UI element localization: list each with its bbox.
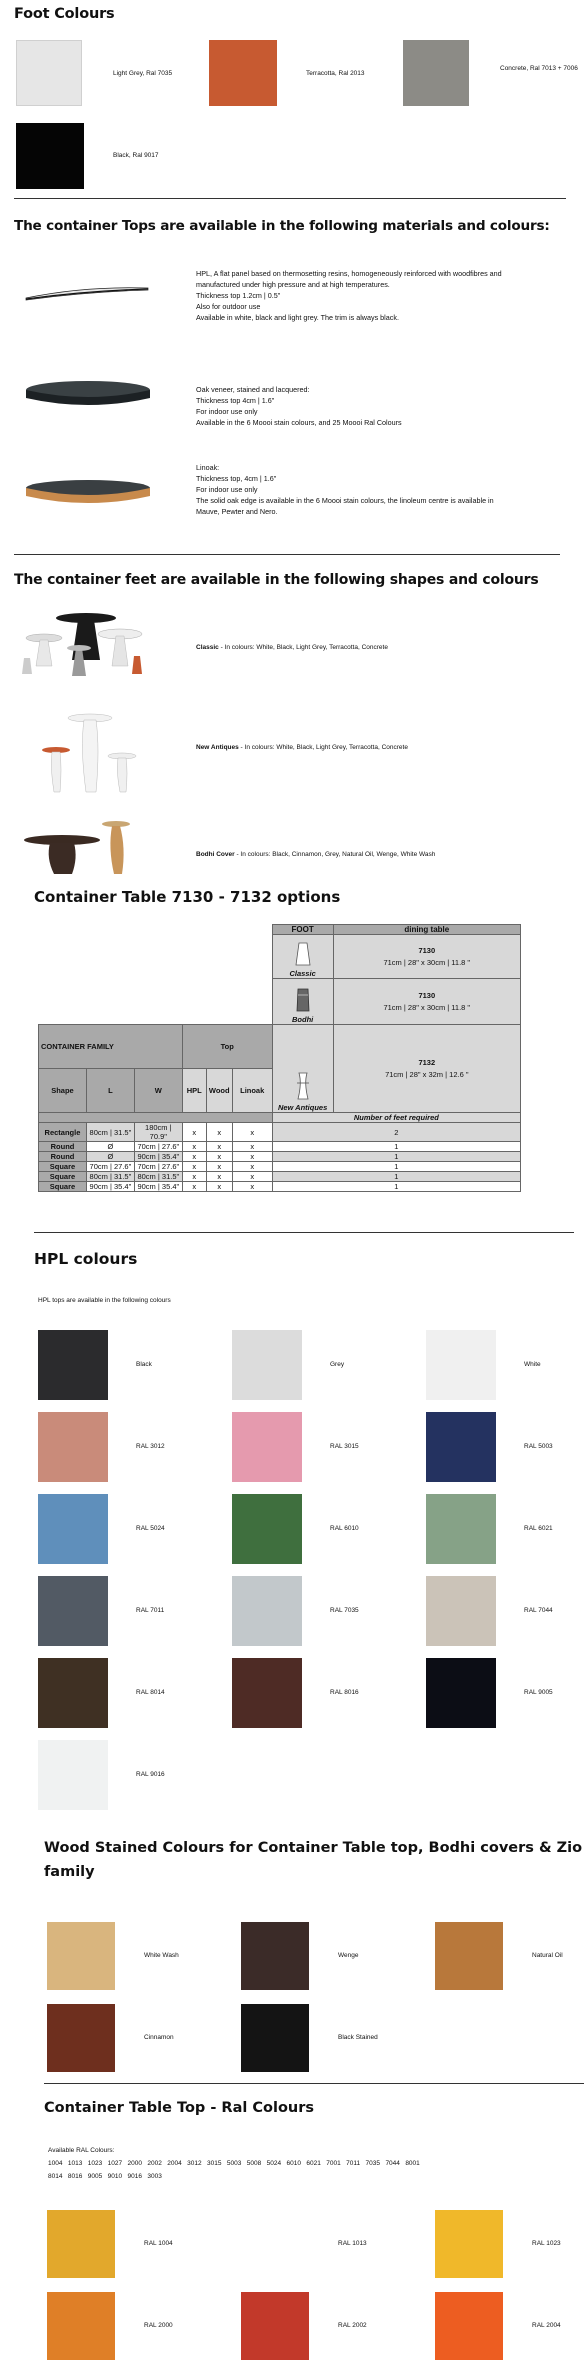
colour-swatch xyxy=(47,2004,115,2072)
colour-label: Wenge xyxy=(338,1952,359,1959)
colour-swatch xyxy=(241,2004,309,2072)
colour-label: Black Stained xyxy=(338,2034,378,2041)
col-feet: Number of feet required xyxy=(272,1113,520,1123)
colour-label: RAL 1023 xyxy=(532,2240,561,2247)
new-antiques-image xyxy=(40,708,140,796)
swatch-terracotta xyxy=(209,40,277,106)
options-title: Container Table 7130 - 7132 options xyxy=(34,888,341,906)
colour-label: RAL 5024 xyxy=(136,1525,165,1532)
oak-description: Oak veneer, stained and lacquered: Thickness top 4cm | 1.6" For indoor use only Available in the 6 Moooi stain colours, and 25 Moooi Ral Colours xyxy=(196,385,402,427)
colour-label: RAL 7044 xyxy=(524,1607,553,1614)
dining-7130a: 7130 71cm | 28" x 30cm | 11.8 " xyxy=(333,935,520,979)
col-wood: Wood xyxy=(206,1069,232,1113)
antiques-foot-icon xyxy=(292,1071,314,1101)
colour-label: RAL 5003 xyxy=(524,1443,553,1450)
top-header: Top xyxy=(182,1025,272,1069)
table-row: Round Ø 90cm | 35.4" x x x 1 xyxy=(39,1152,521,1162)
colour-swatch xyxy=(426,1576,496,1646)
colour-swatch xyxy=(232,1576,302,1646)
colour-swatch xyxy=(47,2292,115,2360)
colour-swatch xyxy=(38,1740,108,1810)
col-shape: Shape xyxy=(39,1069,87,1113)
colour-label: White Wash xyxy=(144,1952,179,1959)
ral-list-line-1: 1004 1013 1023 1027 2000 2002 2004 3012 3015 5003 5008 5024 6010 6021 7001 7011 7035 7044 8001 xyxy=(48,2160,420,2167)
wood-title: Wood Stained Colours for Container Table top, Bodhi covers & Zio family xyxy=(44,1840,583,1880)
col-l: L xyxy=(86,1069,134,1113)
colour-swatch xyxy=(232,1494,302,1564)
bodhi-cover-text: Bodhi Cover - In colours: Black, Cinnamon, Grey, Natural Oil, Wenge, White Wash xyxy=(196,851,436,858)
colour-label: RAL 6021 xyxy=(524,1525,553,1532)
tops-title: The container Tops are available in the following materials and colours: xyxy=(14,218,550,234)
colour-swatch xyxy=(38,1494,108,1564)
foot-header: FOOT xyxy=(272,925,333,935)
colour-label: RAL 2004 xyxy=(532,2322,561,2329)
bodhi-foot-icon xyxy=(292,987,314,1013)
colour-swatch xyxy=(426,1658,496,1728)
colour-swatch xyxy=(232,1658,302,1728)
colour-swatch xyxy=(241,1922,309,1990)
colour-label: RAL 3012 xyxy=(136,1443,165,1450)
colour-swatch xyxy=(435,1922,503,1990)
swatch-label: Concrete, Ral 7013 + 7006 xyxy=(500,65,578,72)
colour-label: RAL 3015 xyxy=(330,1443,359,1450)
swatch-label: Terracotta, Ral 2013 xyxy=(306,70,365,77)
ral-title: Container Table Top - Ral Colours xyxy=(44,2100,315,2116)
dining-header: dining table xyxy=(333,925,520,935)
colour-label: Natural Oil xyxy=(532,1952,563,1959)
swatch-label: Light Grey, Ral 7035 xyxy=(113,70,173,77)
colour-label: RAL 9016 xyxy=(136,1771,165,1778)
new-antiques-text: New Antiques - In colours: White, Black, Light Grey, Terracotta, Concrete xyxy=(196,744,408,751)
colour-label: RAL 9005 xyxy=(524,1689,553,1696)
colour-swatch xyxy=(435,2210,503,2278)
feet-title: The container feet are available in the following shapes and colours xyxy=(14,572,539,588)
swatch-label: Black, Ral 9017 xyxy=(113,152,159,159)
colour-label: RAL 8016 xyxy=(330,1689,359,1696)
colour-label: RAL 2000 xyxy=(144,2322,173,2329)
hpl-colours-title: HPL colours xyxy=(34,1250,138,1268)
colour-swatch xyxy=(47,2210,115,2278)
classic-feet-text: Classic - In colours: White, Black, Light Grey, Terracotta, Concrete xyxy=(196,644,388,651)
divider xyxy=(34,1232,574,1233)
colour-swatch xyxy=(232,1330,302,1400)
antiques-foot-cell: New Antiques xyxy=(272,1025,333,1113)
swatch-black xyxy=(16,123,84,189)
hpl-colours-intro: HPL tops are available in the following colours xyxy=(38,1297,171,1304)
colour-swatch xyxy=(426,1412,496,1482)
classic-foot-cell: Classic xyxy=(272,935,333,979)
colour-swatch xyxy=(241,2292,309,2360)
colour-swatch xyxy=(38,1330,108,1400)
col-hpl: HPL xyxy=(182,1069,206,1113)
classic-feet-image xyxy=(16,608,146,680)
table-row: Square 90cm | 35.4" 90cm | 35.4" x x x 1 xyxy=(39,1182,521,1192)
colour-swatch xyxy=(426,1494,496,1564)
linoak-description: Linoak: Thickness top, 4cm | 1.6" For indoor use only The solid oak edge is available in the 6 Moooi stain colours, the linoleum centre is available in Mauve, Pewter and Nero. xyxy=(196,463,494,516)
divider xyxy=(44,2083,584,2084)
col-linoak: Linoak xyxy=(232,1069,272,1113)
colour-label: RAL 7011 xyxy=(136,1607,165,1614)
colour-swatch xyxy=(241,2210,309,2278)
foot-colours-title: Foot Colours xyxy=(14,6,115,22)
colour-swatch xyxy=(232,1412,302,1482)
colour-label: RAL 7035 xyxy=(330,1607,359,1614)
dining-7132: 7132 71cm | 28" x 32m | 12.6 " xyxy=(333,1025,520,1113)
divider xyxy=(14,554,560,555)
hpl-description: HPL, A flat panel based on thermosetting resins, homogeneously reinforced with woodfibres and manufactured under high pressure and at high temperatures. Thickness top 1.2cm | 0.5" Also for outdoor use Available in white, black and light grey. The trim is always black. xyxy=(196,269,502,322)
table-row: Square 80cm | 31.5" 80cm | 31.5" x x x 1 xyxy=(39,1172,521,1182)
colour-label: Grey xyxy=(330,1361,345,1368)
swatch-concrete xyxy=(403,40,469,106)
colour-label: White xyxy=(524,1361,541,1368)
colour-swatch xyxy=(38,1412,108,1482)
table-row: Rectangle 80cm | 31.5" 180cm | 70.9" x x x 2 xyxy=(39,1123,521,1142)
ral-list-line-2: 8014 8016 9005 9010 9016 3003 xyxy=(48,2173,162,2180)
colour-label: RAL 1004 xyxy=(144,2240,173,2247)
ral-available-label: Available RAL Colours: xyxy=(48,2147,115,2154)
colour-label: RAL 6010 xyxy=(330,1525,359,1532)
divider xyxy=(14,198,566,199)
colour-label: RAL 2002 xyxy=(338,2322,367,2329)
colour-swatch xyxy=(38,1576,108,1646)
colour-label: RAL 1013 xyxy=(338,2240,367,2247)
colour-swatch xyxy=(47,1922,115,1990)
swatch-light-grey xyxy=(16,40,82,106)
col-w: W xyxy=(134,1069,182,1113)
colour-swatch xyxy=(426,1330,496,1400)
hpl-top-image xyxy=(24,284,150,304)
colour-label: Black xyxy=(136,1361,152,1368)
options-table xyxy=(38,924,521,1192)
family-header: CONTAINER FAMILY xyxy=(39,1025,183,1069)
dining-7130b: 7130 71cm | 28" x 30cm | 11.8 " xyxy=(333,979,520,1025)
classic-foot-icon xyxy=(292,941,314,967)
bodhi-cover-image xyxy=(20,818,150,876)
colour-swatch xyxy=(38,1658,108,1728)
oak-top-image xyxy=(24,378,152,412)
colour-label: Cinnamon xyxy=(144,2034,174,2041)
colour-label: RAL 8014 xyxy=(136,1689,165,1696)
table-row: Square 70cm | 27.6" 70cm | 27.6" x x x 1 xyxy=(39,1162,521,1172)
table-row: Round Ø 70cm | 27.6" x x x 1 xyxy=(39,1142,521,1152)
colour-swatch xyxy=(435,2292,503,2360)
linoak-top-image xyxy=(24,478,152,512)
bodhi-foot-cell: Bodhi xyxy=(272,979,333,1025)
